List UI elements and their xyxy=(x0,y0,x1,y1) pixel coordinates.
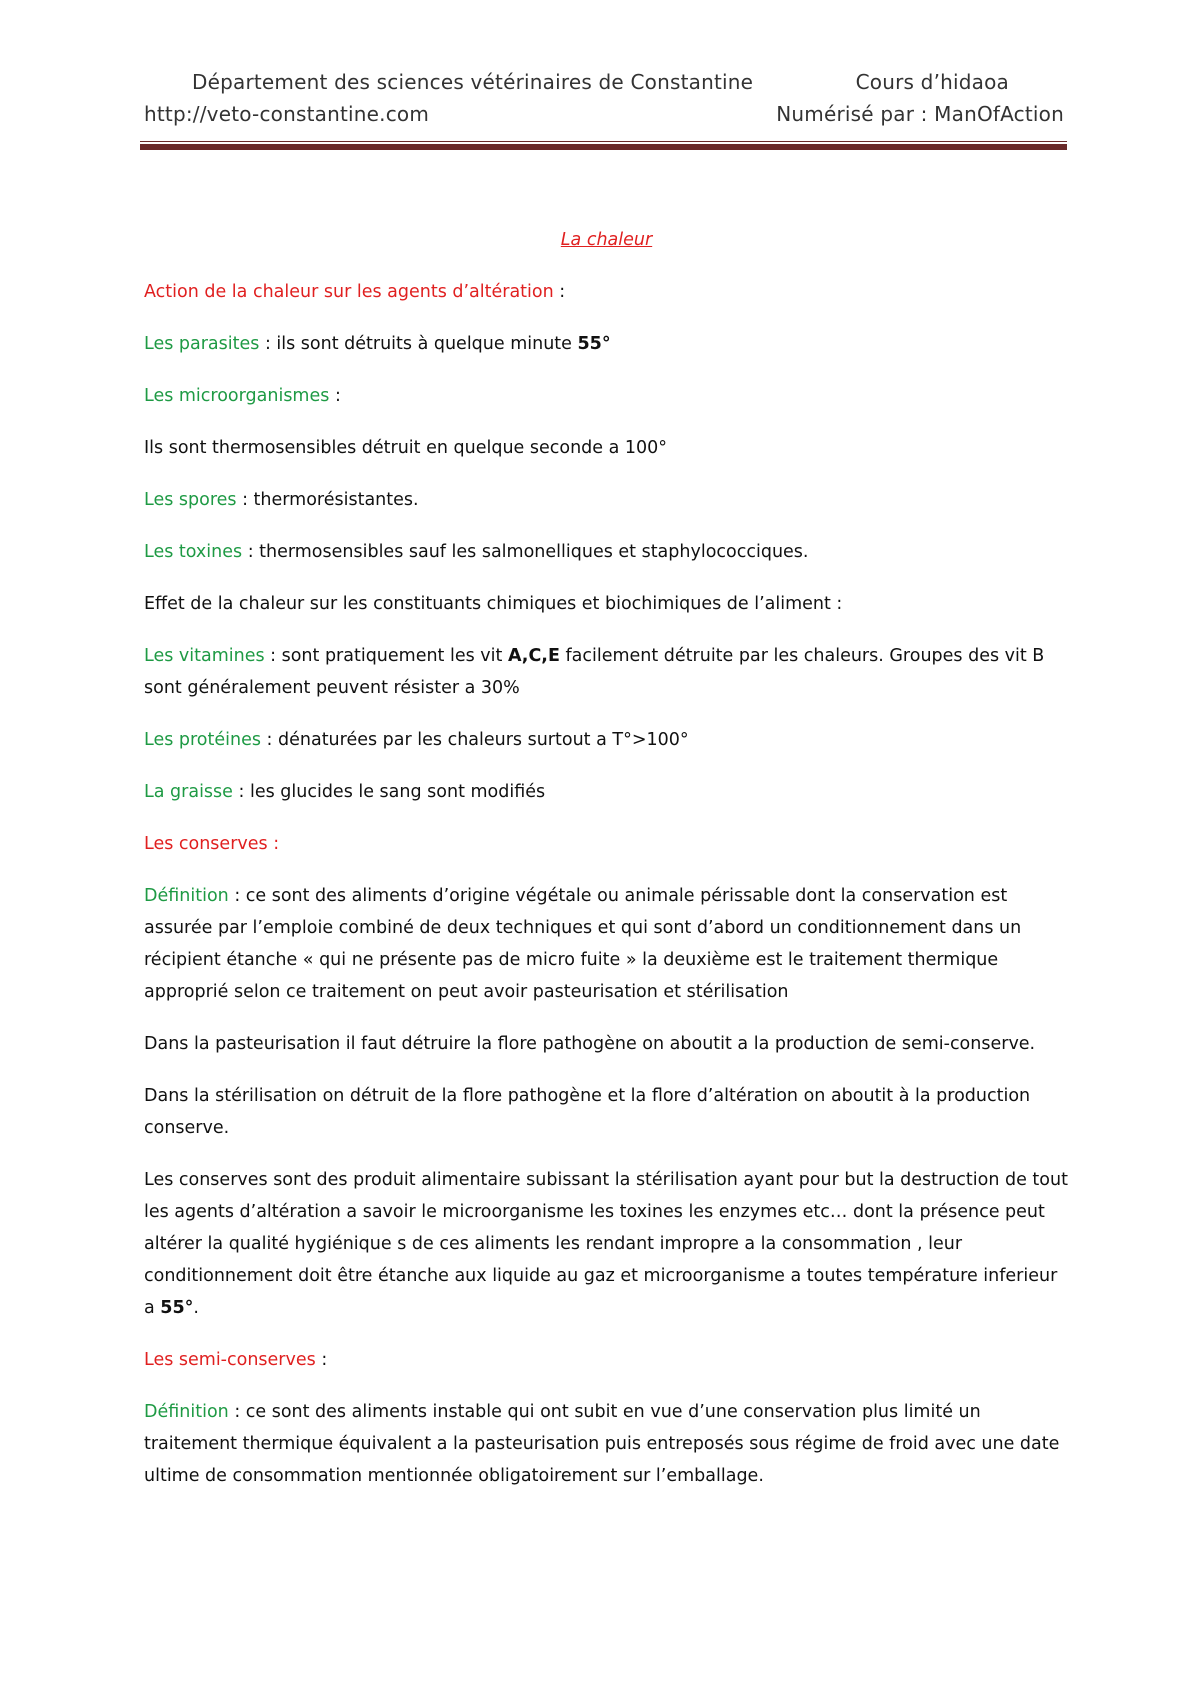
micro-paragraph: Ils sont thermosensibles détruit en quelque seconde a 100° xyxy=(144,438,668,458)
graisse-paragraph xyxy=(144,776,1069,808)
site-url[interactable]: http://veto-constantine.com xyxy=(144,102,430,126)
vitamines-bold: A,C,E xyxy=(507,646,560,666)
department-name: Département des sciences vétérinaires de Constantine xyxy=(192,70,754,94)
micro-colon: : xyxy=(329,386,341,406)
vitamines-text-a: : sont pratiquement les vit xyxy=(264,646,508,666)
definition-1-label: Définition xyxy=(144,886,229,906)
spores-paragraph xyxy=(144,484,1069,516)
parasites-paragraph xyxy=(144,328,1069,360)
document-title: La chaleur xyxy=(560,230,653,250)
page-header xyxy=(144,70,1064,134)
definition-2-text: : ce sont des aliments instable qui ont subit en vue d’une conservation plus limité un traitement thermique équivalent a la pasteurisation puis entreposés sous régime de froid avec une date ultime de consommation mentionnée obligatoirement sur l’emballage. xyxy=(144,1402,1060,1486)
conserves-temp: 55° xyxy=(160,1298,194,1318)
vitamines-text-b: facilement détruite par les chaleurs. Groupes des vit B sont généralement peuvent résister a 30% xyxy=(144,646,1045,698)
toxines-text: : thermosensibles sauf les salmonelliques et staphylococciques. xyxy=(242,542,809,562)
proteines-label: Les protéines xyxy=(144,730,261,750)
proteines-text: : dénaturées par les chaleurs surtout a T°>100° xyxy=(260,730,689,750)
micro-label: Les microorganismes xyxy=(144,386,330,406)
definition-1-paragraph xyxy=(144,880,1069,1008)
definition-2-label: Définition xyxy=(144,1402,229,1422)
header-row-2 xyxy=(144,102,1064,134)
header-row-1 xyxy=(144,70,1064,102)
semi-conserves-heading xyxy=(144,1344,1069,1376)
toxines-label: Les toxines xyxy=(144,542,243,562)
sterilisation-paragraph: Dans la stérilisation on détruit de la flore pathogène et la flore d’altération on aboutit à la production conserve. xyxy=(144,1086,1031,1138)
document-body xyxy=(144,224,1069,1512)
conserves-end: . xyxy=(193,1298,199,1318)
vitamines-paragraph xyxy=(144,640,1069,704)
semi-conserves-colon: : xyxy=(315,1350,328,1370)
parasites-temp: 55° xyxy=(577,334,611,354)
vitamines-label: Les vitamines xyxy=(144,646,265,666)
definition-1-text: : ce sont des aliments d’origine végétale ou animale périssable dont la conservation est assurée par l’emploie combiné de deux techniques et qui sont d’abord un conditionnement dans un récipient étanche « qui ne présente pas de micro fuite » la deuxième est le traitement thermique approprié selon ce traitement on peut avoir pasteurisation et stérilisation xyxy=(144,886,1022,1002)
action-heading xyxy=(144,276,1069,308)
spores-text: : thermorésistantes. xyxy=(236,490,419,510)
effet-paragraph: Effet de la chaleur sur les constituants chimiques et biochimiques de l’aliment : xyxy=(144,594,843,614)
definition-2-paragraph xyxy=(144,1396,1069,1492)
course-name: Cours d’hidaoa xyxy=(855,70,1009,94)
conserves-heading: Les conserves : xyxy=(144,834,280,854)
conserves-paragraph xyxy=(144,1164,1069,1324)
parasites-label: Les parasites xyxy=(144,334,260,354)
conserves-text: Les conserves sont des produit alimentaire subissant la stérilisation ayant pour but la destruction de tout les agents d’altération a savoir le microorganisme les toxines les enzymes etc… dont la présence peut altérer la qualité hygiénique s de ces aliments les rendant impropre a la consommation , leur conditionnement doit être étanche aux liquide au gaz et microorganisme a toutes température inferieur a xyxy=(144,1170,1068,1318)
micro-heading xyxy=(144,380,1069,412)
action-heading-text: Action de la chaleur sur les agents d’altération xyxy=(144,282,554,302)
parasites-text: : ils sont détruits à quelque minute xyxy=(259,334,578,354)
toxines-paragraph xyxy=(144,536,1069,568)
spores-label: Les spores xyxy=(144,490,237,510)
action-heading-colon: : xyxy=(553,282,566,302)
pasteurisation-paragraph: Dans la pasteurisation il faut détruire la flore pathogène on aboutit a la production de semi-conserve. xyxy=(144,1034,1036,1054)
semi-conserves-label: Les semi-conserves xyxy=(144,1350,316,1370)
header-rule xyxy=(140,144,1067,150)
header-rule-thin xyxy=(140,141,1067,142)
graisse-label: La graisse xyxy=(144,782,233,802)
proteines-paragraph xyxy=(144,724,1069,756)
digitized-by: Numérisé par : ManOfAction xyxy=(776,102,1064,126)
graisse-text: : les glucides le sang sont modifiés xyxy=(232,782,546,802)
